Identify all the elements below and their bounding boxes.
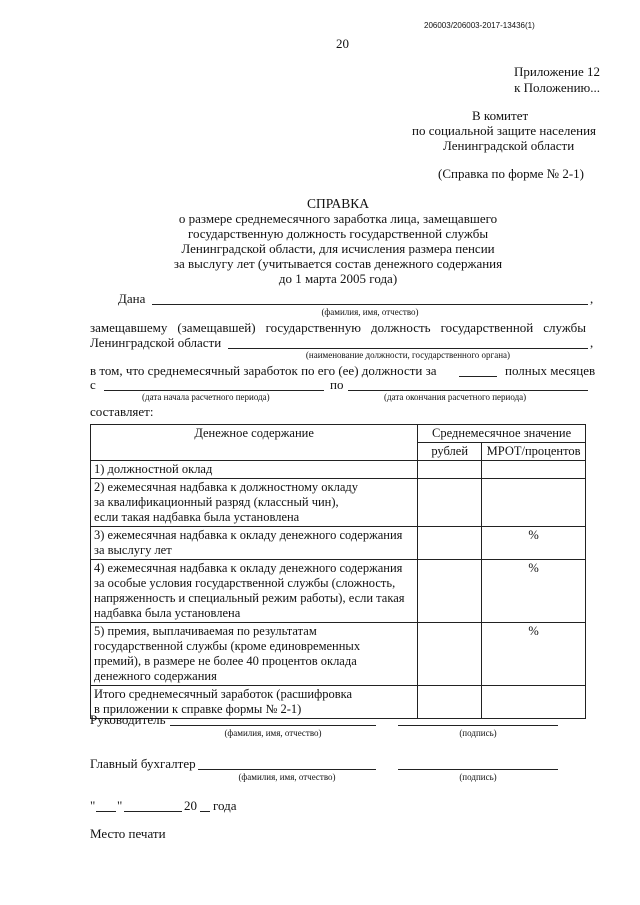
document-title: СПРАВКА — [306, 196, 370, 211]
row-label — [91, 527, 418, 560]
head-label: Руководитель — [90, 712, 166, 727]
row-label — [91, 461, 418, 479]
date-day-line — [96, 811, 116, 812]
position-caption: (наименование должности, государственного органа) — [305, 350, 511, 360]
position-line-1: замещавшему (замещавшей) государственную должность государственной службы — [90, 320, 586, 335]
rub-cell — [418, 560, 482, 623]
date-year-prefix: 20 — [184, 798, 197, 813]
comma-1: , — [590, 291, 594, 306]
amounts-to-label: составляет: — [90, 404, 154, 419]
addressee-line-1: В комитет — [472, 108, 529, 123]
row-text: 2) ежемесячная надбавка к должностному окладу — [94, 480, 359, 494]
form-reference: (Справка по форме № 2-1) — [438, 166, 584, 181]
addressee-line-2: по социальной защите населения — [412, 123, 597, 138]
pct-cell — [482, 686, 586, 719]
title-line-3: Ленинградской области, для исчисления размера пенсии — [181, 241, 495, 256]
table-row — [91, 479, 586, 527]
row-text: Итого среднемесячный заработок (расшифровка — [94, 687, 353, 701]
date-year-word: года — [213, 798, 237, 813]
appendix-line-2: к Положению... — [514, 80, 600, 95]
head-fio-line — [170, 725, 376, 726]
title-line-5: до 1 марта 2005 года) — [278, 271, 398, 286]
position-line-2: Ленинградской области — [90, 335, 222, 350]
row-label — [91, 623, 418, 686]
pct-cell: % — [482, 527, 586, 560]
head-fio-caption: (фамилия, имя, отчество) — [224, 728, 322, 738]
title-line-4: за выслугу лет (учитывается состав денежного содержания — [173, 256, 503, 271]
end-date-line — [348, 390, 588, 391]
rub-cell — [418, 623, 482, 686]
head-sign-caption: (подпись) — [459, 728, 497, 738]
end-date-caption: (дата окончания расчетного периода) — [384, 392, 527, 402]
fio-line — [152, 304, 588, 305]
header-content: Денежное содержание — [91, 425, 418, 461]
row-text: в приложении к справке формы № 2-1) — [94, 702, 302, 716]
accountant-label: Главный бухгалтер — [90, 756, 196, 771]
addressee-line-3: Ленинградской области — [443, 138, 575, 153]
date-year-line — [200, 811, 210, 812]
page-number: 20 — [336, 36, 349, 51]
start-date-caption: (дата начала расчетного периода) — [142, 392, 270, 402]
table-row — [91, 560, 586, 623]
accountant-fio-caption: (фамилия, имя, отчество) — [238, 772, 336, 782]
rub-cell — [418, 686, 482, 719]
rub-cell — [418, 461, 482, 479]
rub-cell — [418, 479, 482, 527]
table-row — [91, 461, 586, 479]
row-text: денежного содержания — [94, 669, 217, 683]
pct-cell: % — [482, 560, 586, 623]
row-text: премий), в размере не более 40 процентов оклада — [94, 654, 357, 668]
months-line — [459, 376, 497, 377]
comma-2: , — [590, 335, 594, 350]
row-text: если такая надбавка была установлена — [94, 510, 300, 524]
row-text: за выслугу лет — [94, 543, 172, 557]
start-date-line — [104, 390, 324, 391]
period-text: в том, что среднемесячный заработок по его (ее) должности за — [90, 363, 437, 378]
document-id: 206003/206003-2017-13436(1) — [424, 21, 535, 30]
accountant-fio-line — [198, 769, 376, 770]
position-line — [228, 348, 588, 349]
pct-cell — [482, 461, 586, 479]
from-label: с — [90, 377, 96, 392]
row-text: за особые условия государственной службы (сложность, — [94, 576, 396, 590]
title-line-2: государственную должность государственной службы — [187, 226, 489, 241]
row-text: за квалификационный разряд (классный чин), — [94, 495, 339, 509]
accountant-sign-line — [398, 769, 558, 770]
row-label — [91, 560, 418, 623]
stamp-place: Место печати — [90, 826, 166, 841]
title-line-1: о размере среднемесячного заработка лица, замещавшего — [178, 211, 498, 226]
full-months-label: полных месяцев — [505, 363, 596, 378]
to-label: по — [330, 377, 344, 392]
rub-cell — [418, 527, 482, 560]
pct-cell — [482, 479, 586, 527]
date-month-line — [124, 811, 182, 812]
table-row — [91, 623, 586, 686]
row-text: 1) должностной оклад — [94, 462, 213, 476]
row-text: надбавка была установлена — [94, 606, 241, 620]
header-mrot: МРОТ/процентов — [482, 443, 586, 461]
accountant-sign-caption: (подпись) — [459, 772, 497, 782]
pct-cell: % — [482, 623, 586, 686]
row-text: государственной службы (кроме единовременных — [94, 639, 361, 653]
table-row — [91, 527, 586, 560]
fio-caption: (фамилия, имя, отчество) — [321, 307, 419, 317]
salary-table — [90, 424, 586, 719]
date-quote-close: " — [117, 798, 123, 813]
issued-to-label: Дана — [118, 291, 146, 306]
row-text: 4) ежемесячная надбавка к окладу денежного содержания — [94, 561, 403, 575]
appendix-line-1: Приложение 12 — [513, 64, 600, 79]
header-average: Среднемесячное значение — [418, 425, 586, 443]
row-text: 5) премия, выплачиваемая по результатам — [94, 624, 317, 638]
row-text: напряженность и специальный режим работы), если такая — [94, 591, 405, 605]
header-rubles: рублей — [418, 443, 482, 461]
date-quote-open: " — [90, 798, 96, 813]
row-text: 3) ежемесячная надбавка к окладу денежного содержания — [94, 528, 403, 542]
row-label — [91, 479, 418, 527]
head-sign-line — [398, 725, 558, 726]
